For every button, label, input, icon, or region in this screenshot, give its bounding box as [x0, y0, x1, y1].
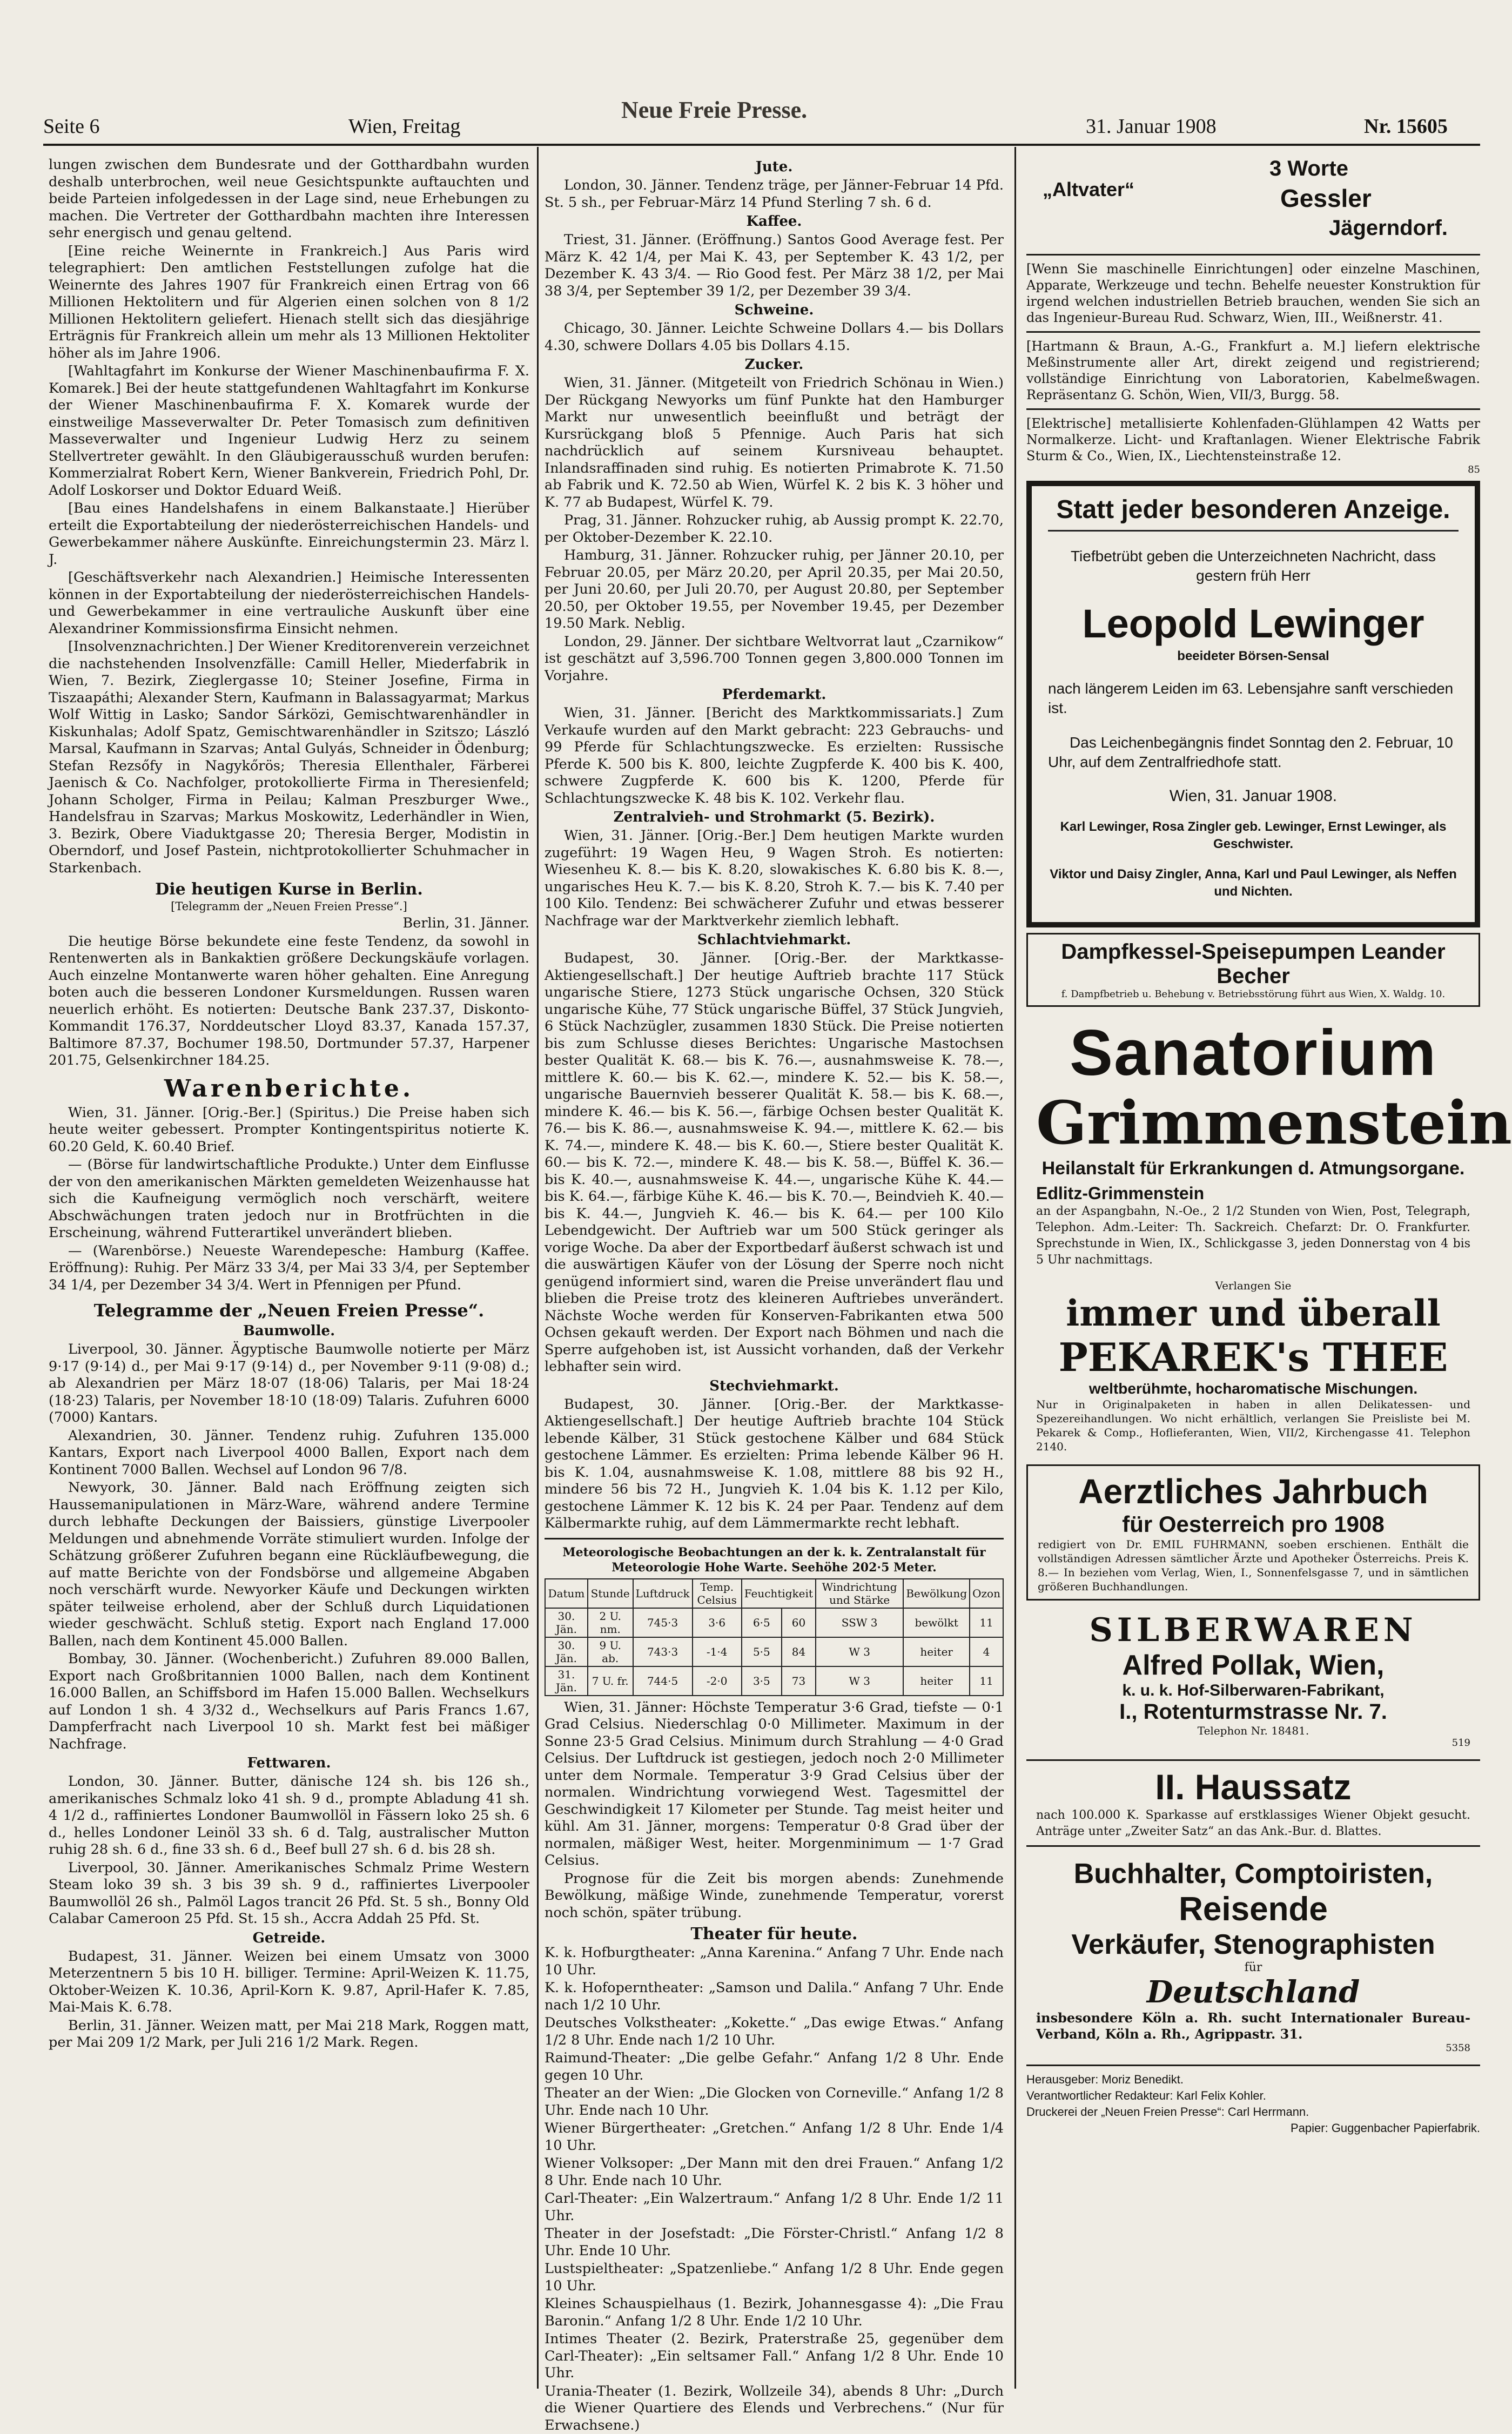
pekarek-ad [1026, 1279, 1480, 1459]
job-ad-details: insbesondere Köln a. Rh. sucht Internationaler Bureau-Verband, Köln a. Rh., Agrippastr. 31. [1036, 2010, 1470, 2042]
pferdemarkt-heading: Pferdemarkt. [545, 687, 1004, 703]
column-right [1026, 157, 1480, 2390]
job-ad-line1: Buchhalter, Comptoiristen, [1036, 1858, 1470, 1890]
job-ad-line3: Verkäufer, Stenographisten [1036, 1928, 1470, 1961]
table-cell: 11 [970, 1608, 1003, 1637]
table-cell: heiter [903, 1637, 970, 1666]
theater-listing: K. k. Hofburgtheater: „Anna Karenina.“ Anfang 7 Uhr. Ende nach 10 Uhr. [545, 1945, 1004, 1979]
death-banner: Statt jeder besonderen Anzeige. [1048, 495, 1459, 532]
pekarek-details: Nur in Originalpaketen in haben in allen Delikatessen- und Spezereihandlungen. Wo nicht erhältlich, verlangen Sie Preisliste bei M. Pekarek & Comp., Hoflieferanten, Wien, VII/2, Kirchengasse 41. Telephon 2140. [1036, 1397, 1470, 1454]
imprint-line: Verantwortlicher Redakteur: Karl Felix Kohler. [1026, 2088, 1480, 2104]
table-cell: 743·3 [633, 1637, 693, 1666]
header-city-day: Wien, Freitag [348, 115, 460, 138]
header-rule [43, 144, 1480, 146]
haussatz-title: II. Haussatz [1036, 1766, 1470, 1807]
column-divider-1 [537, 147, 539, 2389]
death-text: nach längerem Leiden im 63. Lebensjahre sanft verschieden ist. [1048, 679, 1459, 718]
job-ad-line2: Reisende [1036, 1890, 1470, 1928]
signatories-relatives: Viktor und Daisy Zingler, Anna, Karl und Paul Lewinger, als Neffen und Nichten. [1048, 866, 1459, 900]
jute-heading: Jute. [545, 159, 1004, 175]
baumwolle-item: Newyork, 30. Jänner. Bald nach Eröffnung zeigten sich Haussemanipulationen in März-Ware, während andere Termine durch lebhafte Deckungen der Baissiers, günstige Liverpooler Meldungen und abnehmende Vorräte stimuliert wurden. Infolge der Schätzung größerer Zufuhren begann eine Rückläufbewegung, die auf matte Berichte von der Fondsbörse und allgemeine Abgaben noch verschärft wurde. Newyorker Käufe und Deckungen wirkten später teilweise erholend, aber der Schluß durch Liquidationen wieder geschwächt. Schluß stetig. Export nach England 17.000 Ballen, nach dem Kontinent 45.000 Ballen. [49, 1480, 529, 1650]
theater-listing: Urania-Theater (1. Bezirk, Wollzeile 34), abends 8 Uhr: „Durch die Wiener Quartiere des Elends und Verbrechens.“ (Nur für Erwachsene.) [545, 2383, 1004, 2434]
news-item: [Wahltagfahrt im Konkurse der Wiener Maschinenbaufirma F. X. Komarek.] Bei der heute stattgefundenen Wahltagfahrt im Konkurse der Wiener Maschinenbaufirma F. X. Komarek wurde der einstweilige Masseverwalter Dr. Peter Tomasisch zum definitiven Masseverwalter und Ingenieur Ludwig Herz zu seinem Stellvertreter gewählt. In den Gläubigerausschuß wurden berufen: Kommerzialrat Robert Kern, Wiener Bankverein, Friedrich Pohl, Dr. Adolf Loskorser und Doktor Eduard Weiß. [49, 363, 529, 499]
baumwolle-item: Bombay, 30. Jänner. (Wochenbericht.) Zufuhren 89.000 Ballen, Export nach Großbritannien 1000 Ballen, nach dem Kontinent 16.000 Ballen, an Schiffsbord im Hafen 15.000 Ballen. Wechselkurs auf London 1 sh. 4 3/32 d., Wechselkurs auf Paris Francs 1.67, Dampferfracht nach Liverpool 10 sh. Markt fest bei mäßiger Nachfrage. [49, 1651, 529, 1753]
zucker-item: Wien, 31. Jänner. (Mitgeteilt von Friedrich Schönau in Wien.) Der Rückgang Newyorks um fünf Punkte hat den Hamburger Markt nur unwesentlich beeinflußt und beträgt der Kursrückgang bloß 5 Pfennige. Auch Paris hat sich nachdrücklich auf seinem Kursniveau behauptet. Inlandsraffinaden sind ruhig. Es notierten Primabrote K. 71.50 ab Fabrik und K. 72.50 ab Wien, Würfel K. 2 bis K. 3 höher und K. 77 ab Budapest, Würfel K. 79. [545, 375, 1004, 511]
warenberichte-heading: Warenberichte. [49, 1075, 529, 1102]
jahrbuch-details: redigiert von Dr. EMIL FUHRMANN, soeben erschienen. Enthält die vollständigen Adressen sämtlicher Ärzte und Apotheker Österreichs. Preis K. 8.— In beziehen vom Verlag, Wien, I., Sonnenfelsgasse 7, und in sämtlichen größeren Buchhandlungen. [1038, 1537, 1469, 1593]
zucker-item: Prag, 31. Jänner. Rohzucker ruhig, ab Aussig prompt K. 22.70, per Oktober-Dezember K. 22.10. [545, 512, 1004, 546]
death-notice [1026, 481, 1480, 927]
table-cell: 3·5 [742, 1666, 782, 1696]
table-cell: -2·0 [693, 1666, 742, 1696]
berlin-report: Die heutige Börse bekundete eine feste Tendenz, da sowohl in Rentenwerten als in Bankaktien größere Deckungskäufe vorlagen. Auch einzelne Montanwerte waren höher gehalten. Eine Anregung boten auch die besseren Londoner Kursmeldungen. Russen waren neuerlich erhöht. Es notierten: Deutsche Bank 237.37, Diskonto-Kommandit 176.37, Norddeutscher Lloyd 83.37, Kanada 157.37, Baltimore 87.37, Bochumer 198.50, Dortmunder 57.37, Harpener 201.75, Gelsenkirchner 184.25. [49, 933, 529, 1070]
getreide-item: Budapest, 31. Jänner. Weizen bei einem Umsatz von 3000 Meterzentnern 5 bis 10 H. billiger. Termine: April-Weizen K. 11.75, Oktober-Weizen K. 10.36, April-Korn K. 9.87, April-Hafer K. 7.85, Mai-Mais K. 6.78. [49, 1948, 529, 2016]
pump-ad-sub: f. Dampfbetrieb u. Behebung v. Betriebsstörung führt aus Wien, X. Waldg. 10. [1038, 989, 1469, 1000]
theater-listing: Lustspieltheater: „Spatzenliebe.“ Anfang 1/2 8 Uhr. Ende gegen 10 Uhr. [545, 2261, 1004, 2295]
table-cell: SSW 3 [816, 1608, 903, 1637]
table-cell: 5·5 [742, 1637, 782, 1666]
jaegerndorf-place: Jägerndorf. [1329, 216, 1448, 240]
notice-hartmann-braun: [Hartmann & Braun, A.-G., Frankfurt a. M.] liefern elektrische Meßinstrumente aller Art, direkt zeigend und registrierend; vollständige Einrichtung von Laboratorien, Kabelmeßwagen. Repräsentanz G. Schön, Wien, VII/3, Burgg. 58. [1026, 338, 1480, 403]
gessler-brand: Gessler [1280, 184, 1372, 213]
schlachtvieh-heading: Schlachtviehmarkt. [545, 932, 1004, 948]
fettwaren-item: London, 30. Jänner. Butter, dänische 124 sh. bis 126 sh., amerikanisches Schmalz loko 41 sh. 9 d., prompte Abladung 41 sh. 4 1/2 d., raffiniertes Londoner Baumwollöl in Fässern loko 25 sh. 6 d., helles Londoner Leinöl 33 sh. 6 d. Talg, australischer Mutton ruhig 28 sh. 6 d., fine 33 sh. 6 d., Beef bull 27 sh. 6 d. bis 28 sh. [49, 1773, 529, 1859]
table-cell: 30. Jän. [545, 1608, 588, 1637]
theater-listing: Deutsches Volkstheater: „Kokette.“ „Das ewige Etwas.“ Anfang 1/2 8 Uhr. Ende nach 1/2 10 Uhr. [545, 2015, 1004, 2049]
waren-item: — (Warenbörse.) Neueste Warendepesche: Hamburg (Kaffee. Eröffnung): Ruhig. Per März 33 3/4, per Mai 33 3/4, per September 34 1/4, per Dezember 34 3/4. Wert in Pfennigen per Pfund. [49, 1243, 529, 1294]
baumwolle-item: Liverpool, 30. Jänner. Ägyptische Baumwolle notierte per März 9·17 (9·14) d., per Mai 9·17 (9·14) d., per November 9·11 (9·08) d.; ab Alexandrien per März 18·07 (18·06) Talaris, per Mai 18·24 (18·23) Talaris, per November 18·10 (18·09) Talaris. Zufuhren 6000 (7000) Kantars. [49, 1341, 529, 1427]
baumwolle-item: Alexandrien, 30. Jänner. Tendenz ruhig. Zufuhren 135.000 Kantars, Export nach Liverpool 4000 Ballen, Export nach dem Kontinent 7000 Ballen. Wechsel auf London 96 7/8. [49, 1428, 529, 1479]
haussatz-details: nach 100.000 K. Sparkasse auf erstklassiges Wiener Objekt gesucht. Anträge unter „Zweiter Satz“ an das Ank.-Bur. d. Blattes. [1036, 1807, 1470, 1840]
table-cell: 11 [970, 1666, 1003, 1696]
weather-table [545, 1578, 1004, 1696]
imprint-line: Druckerei der „Neuen Freien Presse“: Carl Herrmann. [1026, 2104, 1480, 2120]
weather-col-datum: Datum [545, 1579, 588, 1608]
weather-col-ozon: Ozon [970, 1579, 1003, 1608]
column-left [49, 157, 529, 2390]
weather-col-wind: Windrichtung und Stärke [816, 1579, 903, 1608]
ad-separator [1026, 331, 1480, 333]
table-cell: 73 [782, 1666, 816, 1696]
death-intro: Tiefbetrübt geben die Unterzeichneten Nachricht, dass gestern früh Herr [1048, 547, 1459, 586]
table-cell: 60 [782, 1608, 816, 1637]
weather-forecast: Prognose für die Zeit bis morgen abends: Zunehmende Bewölkung, mäßige Winde, zunehmende Temperatur, vorerst noch schön, später trübung. [545, 1871, 1004, 1922]
news-item: [Insolvenznachrichten.] Der Wiener Kreditorenverein verzeichnet die nachstehenden Insolvenzfälle: Camill Heller, Miederfabrik in Wien, 7. Bezirk, Zieglergasse 10; Steiner Josefine, Firma in Tiszaapáthi; Alexander Stern, Kaufmann in Balassagyarmat; Markus Wolf Wittig in Lasko; Sandor Sárközi, Gemischtwarenhändler in Kiskunhalas; Adolf Spatz, Gemischtwarenhändler in Szitszo; László Marsal, Kaufmann in Szarvas; Antal Gulyás, Schneider in Ödenburg; Stefan Rezsőfy in Nagykőrös; Theresia Ellenthaler, Färberei Jaenisch & Co. Nachfolger, protokollierte Firma in Theresienfeld; Johann Scholger, Firma in Peilau; Kalman Preszburger Wwe., Handelsfrau in Szarvas; Markus Moskowitz, Lederhändler in Wien, 3. Bezirk, Obere Viaduktgasse 20; Theresia Berger, Modistin in Oberndorf, und Josef Pastein, nichtprotokollierter Schuhmacher in Starkenbach. [49, 638, 529, 877]
table-cell: W 3 [816, 1637, 903, 1666]
weather-col-feuchtigkeit: Feuchtigkeit [742, 1579, 816, 1608]
meteo-heading: Meteorologische Beobachtungen an der k. k. Zentralanstalt für Meteorologie Hohe Warte. Seehöhe 202·5 Meter. [545, 1545, 1004, 1575]
grimmenstein-title: Grimmenstein [1036, 1088, 1470, 1158]
stechvieh-report: Budapest, 30. Jänner. [Orig.-Ber. der Marktkasse-Aktiengesellschaft.] Der heutige Auftrieb brachte 104 Stück lebende Kälber, 31 Stück gestochene Kälber und 684 Stück gestochene Lämmer. Es erzielten: Prima lebende Kälber 96 H. bis K. 1.04, ausnahmsweise K. 1.08, mittlere 88 bis 92 H., mindere 56 bis 72 H., Jungvieh K. 1.04 bis K. 1.12 per Kilo, gestochene Lämmer K. 12 bis K. 24 per Paar. Tendenz auf dem Kälbermarkte ruhig, auf dem Lämmermarkte recht lebhaft. [545, 1396, 1004, 1532]
schlachtvieh-report: Budapest, 30. Jänner. [Orig.-Ber. der Marktkasse-Aktiengesellschaft.] Der heutige Auftrieb brachte 117 Stück ungarische Stiere, 1273 Stück ungarische Ochsen, 320 Stück ungarische Kühe, 77 Stück ungarische Büffel, 37 Stück Jungvieh, 6 Stück Nachzügler, zusammen 1830 Stück. Die Preise notierten bis zum Schlusse dieses Berichtes: Ungarische Mastochsen bester Qualität K. 68.— bis K. 76.—, ausnahmsweise K. 78.—, mittlere K. 60.— bis K. 62.—, mindere K. 52.— bis K. 58.—, ungarische Bauernvieh besserer Qualität K. 58.— bis K. 68.—, mindere K. 46.— bis K. 56.—, färbige Ochsen bester Qualität K. 76.— bis K. 86.—, ausnahmsweise K. 94.—, mittlere K. 62.— bis K. 74.—, mindere K. 48.— bis K. 60.—, Stiere bester Qualität K. 60.— bis K. 72.—, mindere K. 48.— bis K. 58.—, Büffel K. 36.— bis K. 40.—, ausnahmsweise K. 44.—, ungarische Kühe K. 44.— bis K. 64.—, färbige Kühe K. 46.— bis K. 70.—, Beindvieh K. 40.— bis K. 44.—, Jungvieh K. 46.— bis K. 64.— per 100 Kilo Lebendgewicht. Der Auftrieb war um 500 Stück geringer als vorige Woche. Da aber der Exportbedarf äußerst schwach ist und die auswärtigen Käufer von der Lösung der Sperre noch nicht genügend informiert sind, waren die Preise unverändert flau und blieben die Preise trotz des kleineren Auftriebes unverändert. Nächste Woche werden für Konserven-Fabrikanten etwa 500 Ochsen gekauft werden. Der Export nach Böhmen und nach die Sperre aufgehoben ist, ist Aussicht vorhanden, daß der Verkehr lebhafter sein wird. [545, 950, 1004, 1376]
haussatz-ad [1026, 1759, 1480, 1847]
theater-heading: Theater für heute. [545, 1925, 1004, 1944]
jahrbuch-subtitle: für Oesterreich pro 1908 [1038, 1511, 1469, 1537]
altvater-top: 3 Worte [1269, 157, 1348, 181]
berlin-source: [Telegramm der „Neuen Freien Presse“.] [49, 900, 529, 913]
theater-listing: Theater in der Josefstadt: „Die Förster-Christl.“ Anfang 1/2 8 Uhr. Ende 10 Uhr. [545, 2225, 1004, 2260]
table-cell: 9 U. ab. [588, 1637, 633, 1666]
theater-listing: Kleines Schauspielhaus (1. Bezirk, Johannesgasse 4): „Die Frau Baronin.“ Anfang 1/2 8 Uhr. Ende 1/2 10 Uhr. [545, 2296, 1004, 2330]
theater-listing: Carl-Theater: „Ein Walzertraum.“ Anfang 1/2 8 Uhr. Ende 1/2 11 Uhr. [545, 2190, 1004, 2224]
sanatorium-ad [1026, 1012, 1480, 1274]
fettwaren-heading: Fettwaren. [49, 1755, 529, 1771]
page-number: Seite 6 [43, 115, 99, 138]
table-cell: 745·3 [633, 1608, 693, 1637]
sanatorium-details: an der Aspangbahn, N.-Oe., 2 1/2 Stunden von Wien, Post, Telegraph, Telephon. Adm.-Leiter: Th. Sackreich. Chefarzt: Dr. O. Frankfurter. Sprechstunde in Wien, IX., Schlickgasse 3, jeden Donnerstag von 4 bis 5 Uhr nachmittags. [1036, 1203, 1470, 1268]
jahrbuch-ad [1026, 1464, 1480, 1601]
telegramme-heading: Telegramme der „Neuen Freien Presse“. [49, 1300, 529, 1321]
imprint-separator [1026, 2065, 1480, 2066]
getreide-heading: Getreide. [49, 1930, 529, 1946]
job-ad [1026, 1852, 1480, 2059]
ad-separator [1026, 408, 1480, 410]
sanatorium-place: Edlitz-Grimmenstein [1036, 1184, 1470, 1203]
table-cell: heiter [903, 1666, 970, 1696]
pollak-subtitle: k. u. k. Hof-Silberwaren-Fabrikant, [1036, 1682, 1470, 1700]
weather-col-luftdruck: Luftdruck [633, 1579, 693, 1608]
news-item: [Bau eines Handelshafens in einem Balkanstaate.] Hierüber erteilt die Exportabteilung der niederösterreichischen Handels- und Gewerbekammer nähere Auskünfte. Einreichungstermin 23. März l. J. [49, 500, 529, 568]
article-intro: lungen zwischen dem Bundesrate und der Gotthardbahn wurden deshalb unterbrochen, weil neue Gesichtspunkte auftauchten und beide Parteien infolgedessen in der Lage sind, neue Erhebungen zu machen. Die Vertreter der Gotthardbahn machten ihre Interessen sehr energisch und genau geltend. [49, 157, 529, 242]
altvater-line: „Altvater“ [1043, 178, 1134, 201]
issue-number: Nr. 15605 [1364, 115, 1448, 138]
zucker-item: London, 29. Jänner. Der sichtbare Weltvorrat laut „Czarnikow“ ist geschätzt auf 3,596.700 Tonnen gegen 3,800.000 Tonnen im Vorjahre. [545, 634, 1004, 685]
imprint-line: Herausgeber: Moriz Benedikt. [1026, 2072, 1480, 2088]
table-cell: 4 [970, 1637, 1003, 1666]
deceased-role: beeideter Börsen-Sensal [1048, 649, 1459, 664]
baumwolle-heading: Baumwolle. [49, 1323, 529, 1339]
pferdemarkt-report: Wien, 31. Jänner. [Bericht des Marktkommissariats.] Zum Verkaufe wurden auf den Markt gebracht: 223 Gebrauchs- und 99 Pferde für Schlachtungszwecke. Es erzielten: Russische Pferde K. 500 bis K. 800, leichte Zugpferde K. 400 bis K. 400, schwere Zugpferde K. 600 bis K. 1200, Pferde für Schlachtungszwecke K. 48 bis K. 102. Verkehr flau. [545, 705, 1004, 807]
jute-report: London, 30. Jänner. Tendenz träge, per Jänner-Februar 14 Pfd. St. 5 sh., per Februar-März 14 Pfund Sterling 7 sh. 6 d. [545, 177, 1004, 211]
theater-listing: Intimes Theater (2. Bezirk, Praterstraße 25, gegenüber dem Carl-Theater): „Ein seltsamer Fall.“ Anfang 1/2 8 Uhr. Ende 10 Uhr. [545, 2331, 1004, 2382]
zucker-heading: Zucker. [545, 357, 1004, 373]
silberwaren-ad [1026, 1606, 1480, 1754]
page-header [43, 115, 1469, 147]
getreide-item: Berlin, 31. Jänner. Weizen matt, per Mai 218 Mark, Roggen matt, per Mai 209 1/2 Mark, per Juli 216 1/2 Mark. Regen. [49, 2018, 529, 2052]
kaffee-report: Triest, 31. Jänner. (Eröffnung.) Santos Good Average fest. Per März K. 42 1/4, per Mai K. 43, per September K. 43 1/2, per Dezember K. 43 3/4. — Rio Good fest. Per März 38 1/2, per Mai 38 3/4, per September 39 1/2, per Dezember 39 3/4. [545, 232, 1004, 300]
pekarek-subtitle: weltberühmte, hocharomatische Mischungen. [1036, 1380, 1470, 1397]
waren-item: — (Börse für landwirtschaftliche Produkte.) Unter dem Einflusse der von den amerikanischen Märkten gemeldeten Weizenhausse hat sich die Kaufneigung vermöglich noch verschärft, weitere Abschwächungen traten jedoch nur in Brotfrüchten in die Erscheinung, während Futterartikel unverändert blieben. [49, 1157, 529, 1242]
theater-listing: Wiener Bürgertheater: „Gretchen.“ Anfang 1/2 8 Uhr. Ende 1/4 10 Uhr. [545, 2120, 1004, 2154]
weather-col-bewoelkung: Bewölkung [903, 1579, 970, 1608]
table-row [545, 1666, 1003, 1696]
kaffee-heading: Kaffee. [545, 213, 1004, 230]
berlin-heading: Die heutigen Kurse in Berlin. [49, 880, 529, 899]
news-item: [Geschäftsverkehr nach Alexandrien.] Heimische Interessenten können in der Exportabteilung der niederösterreichischen Handels- und Gewerbekammer in eine vertrauliche Auskunft über eine Alexandriner Kommissionsfirma Einsicht nehmen. [49, 569, 529, 637]
schweine-heading: Schweine. [545, 302, 1004, 318]
altvater-ad [1026, 157, 1480, 248]
job-ad-for: für [1036, 1961, 1470, 1974]
notice-electric: [Elektrische] metallisierte Kohlenfaden-Glühlampen 42 Watts per Normalkerze. Licht- und Kraftanlagen. Wiener Elektrische Fabrik Sturm & Co., Wien, IX., Liechtensteinstraße 12. [1026, 415, 1480, 464]
job-ad-country: Deutschland [1036, 1974, 1470, 2010]
death-date: Wien, 31. Januar 1908. [1048, 787, 1459, 805]
deceased-name: Leopold Lewinger [1048, 601, 1459, 647]
table-cell: 84 [782, 1637, 816, 1666]
table-cell: 2 U. nm. [588, 1608, 633, 1637]
table-cell: 744·5 [633, 1666, 693, 1696]
pekarek-brand: PEKAREK's THEE [1036, 1334, 1470, 1380]
news-item: [Eine reiche Weinernte in Frankreich.] Aus Paris wird telegraphiert: Den amtlichen Feststellungen zufolge hat die Weinernte des Jahres 1907 für Frankreich einen Ertrag von 66 Millionen Hektolitern und für Algerien einen solchen von 8 1/2 Millionen Hektolitern geliefert. Hienach stellt sich das diesjährige Erträgnis für Frankreich allein um mehr als 13 Millionen Hektoliter höher als im Jahre 1906. [49, 243, 529, 362]
zentralvieh-heading: Zentralvieh- und Strohmarkt (5. Bezirk). [545, 809, 1004, 825]
header-date: 31. Januar 1908 [1086, 115, 1217, 138]
sanatorium-title: Sanatorium [1036, 1018, 1470, 1088]
column-divider-2 [1014, 147, 1016, 2389]
pollak-telephone: Telephon Nr. 18481. [1036, 1724, 1470, 1737]
theater-listing: Raimund-Theater: „Die gelbe Gefahr.“ Anfang 1/2 8 Uhr. Ende gegen 10 Uhr. [545, 2050, 1004, 2084]
masthead: Neue Freie Presse. [621, 96, 807, 124]
ad-separator [1026, 254, 1480, 255]
pekarek-slogan: immer und überall [1036, 1292, 1470, 1334]
table-cell: 30. Jän. [545, 1637, 588, 1666]
signatories-siblings: Karl Lewinger, Rosa Zingler geb. Lewinger, Ernst Lewinger, als Geschwister. [1048, 818, 1459, 853]
weather-col-temperatur: Temp. Celsius [693, 1579, 742, 1608]
table-cell: 3·6 [693, 1608, 742, 1637]
sanatorium-subtitle: Heilanstalt für Erkrankungen d. Atmungsorgane. [1036, 1158, 1470, 1179]
schweine-report: Chicago, 30. Jänner. Leichte Schweine Dollars 4.— bis Dollars 4.30, schwere Dollars 4.05 bis Dollars 4.15. [545, 320, 1004, 354]
zucker-item: Hamburg, 31. Jänner. Rohzucker ruhig, per Jänner 20.10, per Februar 20.05, per März 20.20, per April 20.35, per Mai 20.50, per Juni 20.60, per Juli 20.70, per August 20.80, per September 20.50, per Oktober 19.55, per November 19.45, per Dezember 19.50 Mark. Neblig. [545, 547, 1004, 633]
stechvieh-heading: Stechviehmarkt. [545, 1378, 1004, 1394]
pollak-name: Alfred Pollak, Wien, [1036, 1649, 1470, 1682]
theater-listing: Wiener Volksoper: „Der Mann mit den drei Frauen.“ Anfang 1/2 8 Uhr. Ende nach 10 Uhr. [545, 2155, 1004, 2189]
table-cell: bewölkt [903, 1608, 970, 1637]
column-middle [545, 157, 1004, 2390]
silberwaren-title: SILBERWAREN [1036, 1611, 1470, 1649]
pump-ad [1026, 933, 1480, 1007]
ad-number: 5358 [1036, 2042, 1470, 2054]
table-row [545, 1637, 1003, 1666]
imprint-line: Papier: Guggenbacher Papierfabrik. [1026, 2120, 1480, 2136]
fettwaren-item: Liverpool, 30. Jänner. Amerikanisches Schmalz Prime Western Steam loko 39 sh. 3 bis 39 sh. 9 d., raffiniertes Liverpooler Baumwollöl 26 sh., Palmöl Lagos trancit 26 Pfd. St. 5 sh., Bonny Old Calabar Cameroon 25 Pfd. St. 15 sh., Accra Addah 25 Pfd. St. [49, 1860, 529, 1928]
table-cell: W 3 [816, 1666, 903, 1696]
table-row [545, 1608, 1003, 1637]
theater-listing: K. k. Hofoperntheater: „Samson und Dalila.“ Anfang 7 Uhr. Ende nach 1/2 10 Uhr. [545, 1980, 1004, 2014]
table-cell: 6·5 [742, 1608, 782, 1637]
theater-listing: Theater an der Wien: „Die Glocken von Corneville.“ Anfang 1/2 8 Uhr. Ende nach 10 Uhr. [545, 2085, 1004, 2119]
zentralvieh-report: Wien, 31. Jänner. [Orig.-Ber.] Dem heutigen Markte wurden zugeführt: 19 Wagen Heu, 9 Wagen Stroh. Es notierten: Wiesenheu K. 8.— bis K. 8.20, slowakisches K. 6.80 bis K. 8.—, ungarisches Heu K. 7.— bis K. 8.20, Stroh K. 7.— bis K. 7.40 per 100 Kilo. Tendenz: Bei schwächerer Zufuhr und etwas besserer Nachfrage war der Marktverkehr ziemlich lebhaft. [545, 828, 1004, 930]
table-cell: 31. Jän. [545, 1666, 588, 1696]
table-cell: 7 U. fr. [588, 1666, 633, 1696]
pollak-address: I., Rotenturmstrasse Nr. 7. [1036, 1700, 1470, 1724]
ad-number: 85 [1026, 464, 1480, 475]
berlin-dateline: Berlin, 31. Jänner. [49, 915, 529, 932]
pump-ad-title: Dampfkessel-Speisepumpen Leander Becher [1038, 940, 1469, 989]
ad-number: 519 [1036, 1737, 1470, 1749]
weather-table-header [545, 1579, 1003, 1608]
waren-item: Wien, 31. Jänner. [Orig.-Ber.] (Spiritus.) Die Preise haben sich heute weiter gebessert. Prompter Kontingentspiritus notierte K. 60.20 Geld, K. 60.40 Brief. [49, 1105, 529, 1156]
jahrbuch-title: Aerztliches Jahrbuch [1038, 1471, 1469, 1511]
section-separator [545, 1538, 1004, 1539]
pekarek-pre: Verlangen Sie [1036, 1279, 1470, 1292]
funeral-text: Das Leichenbegängnis findet Sonntag den 2. Februar, 10 Uhr, auf dem Zentralfriedhofe statt. [1048, 733, 1459, 772]
notice-machines: [Wenn Sie maschinelle Einrichtungen] oder einzelne Maschinen, Apparate, Werkzeuge und techn. Behelfe neuester Konstruktion für irgend welchen industriellen Betrieb brauchen, wenden Sie sich an das Ingenieur-Bureau Rud. Schwarz, Wien, III., Weißnerstr. 41. [1026, 261, 1480, 326]
meteo-report: Wien, 31. Jänner: Höchste Temperatur 3·6 Grad, tiefste — 0·1 Grad Celsius. Niederschlag 0·0 Millimeter. Maximum in der Sonne 23·5 Grad Celsius. Minimum durch Strahlung — 4·0 Grad Celsius. Der Luftdruck ist gestiegen, jedoch noch 2·0 Millimeter unter dem Normale. Temperatur 3·9 Grad Celsius über der normalen. Windrichtung vorwiegend West. Tagesmittel der Geschwindigkeit 17 Kilometer per Stunde. Tag meist heiter und kühl. Am 31. Jänner, morgens: Temperatur 0·8 Grad über der normalen, mäßiger West, heiter. Morgenminimum — 1·7 Grad Celsius. [545, 1699, 1004, 1870]
weather-col-stunde: Stunde [588, 1579, 633, 1608]
table-cell: -1·4 [693, 1637, 742, 1666]
